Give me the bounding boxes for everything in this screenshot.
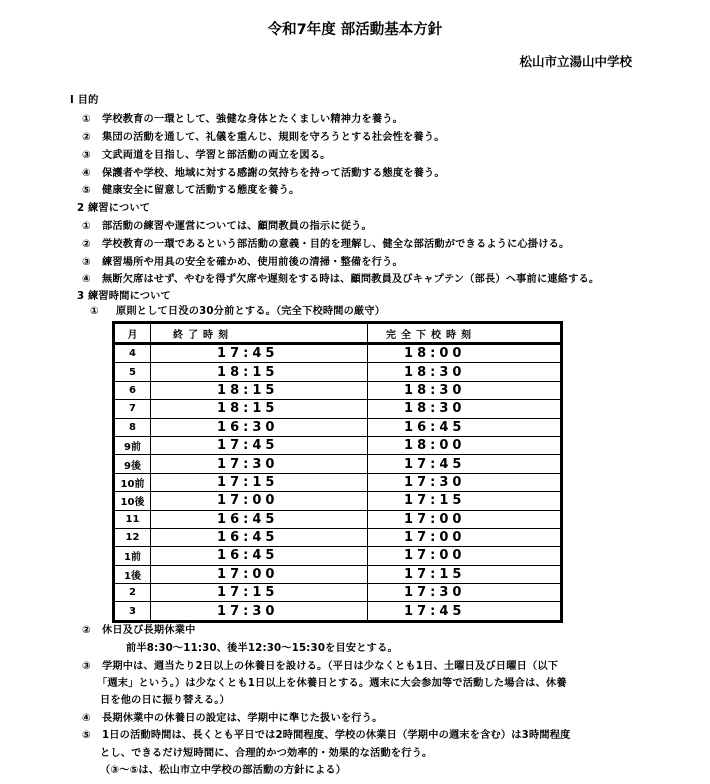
item-text: 部活動の練習や運営については、顧問教員の指示に従う。: [102, 221, 372, 232]
cell-end-time: 16:45: [151, 528, 368, 546]
cell-end-time: 16:30: [151, 418, 368, 436]
table-row: [114, 381, 562, 399]
item-text: 学校教育の一環であるという部活動の意義・目的を理解し、健全な部活動ができるように心掛ける。: [102, 239, 570, 250]
item-text: 集団の活動を通して、礼儀を重んじ、規則を守ろうとする社会性を養う。: [102, 132, 445, 143]
table-body: [114, 344, 562, 622]
s3-item-3-line-2: 「週末」という。）は少なくとも1日以上を休養日とする。週末に大会参加等で活動した場合は、休養: [97, 678, 567, 689]
table-row: [114, 547, 562, 565]
school-name: 松山市立湯山中学校: [519, 54, 632, 69]
table-row: [114, 565, 562, 583]
cell-dismissal-time: 17:15: [368, 565, 562, 583]
cell-month: 1前: [114, 547, 151, 565]
cell-month: 2: [114, 584, 151, 602]
item-text: 原則として日没の30分前とする。（完全下校時間の厳守）: [116, 306, 386, 317]
table-row: [114, 418, 562, 436]
cell-month: 9前: [114, 436, 151, 454]
cell-end-time: 17:15: [151, 584, 368, 602]
s3-item-4: [82, 712, 382, 726]
cell-dismissal-time: 18:00: [368, 436, 562, 454]
s1-item-1: [82, 113, 403, 127]
cell-month: 4: [114, 344, 151, 363]
col-header-month: 月: [114, 323, 151, 344]
cell-end-time: 18:15: [151, 400, 368, 418]
item-number: ③: [82, 661, 91, 672]
item-text: 1日の活動時間は、長くとも平日では2時間程度、学校の休業日（学期中の週末を含む）は3時間程度: [102, 730, 571, 741]
item-text: 無断欠席はせず、やむを得ず欠席や遅刻をする時は、顧問教員及びキャプテン（部長）へ事前に連絡する。: [102, 274, 600, 285]
cell-end-time: 18:15: [151, 381, 368, 399]
item-number: ③: [82, 257, 91, 268]
cell-dismissal-time: 17:45: [368, 602, 562, 621]
cell-dismissal-time: 16:45: [368, 418, 562, 436]
item-text: 練習場所や用具の安全を確かめ、使用前後の清掃・整備を行う。: [102, 257, 403, 268]
item-number: ①: [82, 221, 91, 232]
cell-dismissal-time: 18:00: [368, 344, 562, 363]
s1-item-4: [82, 167, 445, 181]
cell-month: 10前: [114, 473, 151, 491]
cell-month: 12: [114, 528, 151, 546]
item-text: 学校教育の一環として、強健な身体とたくましい精神力を養う。: [102, 114, 404, 125]
s1-item-2: [82, 131, 445, 145]
item-number: ②: [82, 132, 91, 143]
item-number: ④: [82, 168, 91, 179]
s2-item-1: [82, 220, 372, 234]
item-number: ②: [82, 239, 91, 250]
s2-item-4: [82, 273, 599, 287]
cell-month: 6: [114, 381, 151, 399]
cell-end-time: 17:00: [151, 492, 368, 510]
section-3-heading: 3 練習時間について: [77, 291, 171, 302]
item-number: ④: [82, 274, 91, 285]
s3-item-3-line-3: 日を他の日に振り替える。）: [100, 695, 230, 706]
item-text: 長期休業中の休養日の設定は、学期中に準じた扱いを行う。: [102, 713, 383, 724]
cell-dismissal-time: 17:15: [368, 492, 562, 510]
s3-item-5-line-2: とし、できるだけ短時間に、合理的かつ効率的・効果的な活動を行う。: [100, 748, 433, 759]
table-row: [114, 400, 562, 418]
cell-dismissal-time: 18:30: [368, 381, 562, 399]
s3-item-3: [82, 660, 558, 674]
cell-end-time: 17:30: [151, 602, 368, 621]
item-number: ②: [82, 625, 91, 636]
s3-item-2-sub: 前半8:30～11:30、後半12:30～15:30を目安とする。: [126, 643, 398, 654]
cell-month: 5: [114, 363, 151, 381]
table-row: [114, 363, 562, 381]
cell-dismissal-time: 18:30: [368, 400, 562, 418]
cell-end-time: 17:00: [151, 565, 368, 583]
table-row: [114, 455, 562, 473]
cell-dismissal-time: 17:30: [368, 584, 562, 602]
cell-month: 8: [114, 418, 151, 436]
table-row: [114, 492, 562, 510]
s3-item-1: [90, 305, 385, 319]
item-text: 学期中は、週当たり2日以上の休養日を設ける。（平日は少なくとも1日、土曜日及び日曜日（以下: [102, 661, 559, 672]
item-text: 健康安全に留意して活動する態度を養う。: [102, 185, 300, 196]
page-title: 令和7年度 部活動基本方針: [267, 22, 443, 38]
item-number: ①: [90, 306, 99, 317]
s1-item-3: [82, 149, 331, 163]
cell-month: 10後: [114, 492, 151, 510]
cell-month: 9後: [114, 455, 151, 473]
item-text: 文武両道を目指し、学習と部活動の両立を図る。: [102, 150, 331, 161]
cell-month: 7: [114, 400, 151, 418]
table-row: [114, 344, 562, 363]
item-number: ⑤: [82, 185, 91, 196]
col-header-end-time: 終了時刻: [151, 323, 368, 344]
cell-dismissal-time: 17:00: [368, 528, 562, 546]
s1-item-5: [82, 184, 299, 198]
cell-end-time: 16:45: [151, 510, 368, 528]
table-row: [114, 510, 562, 528]
item-text: 保護者や学校、地域に対する感謝の気持ちを持って活動する態度を養う。: [102, 168, 445, 179]
section-1-heading: Ⅰ 目的: [70, 95, 99, 106]
table-row: [114, 602, 562, 621]
cell-dismissal-time: 17:45: [368, 455, 562, 473]
cell-end-time: 17:15: [151, 473, 368, 491]
col-header-dismissal-time: 完全下校時刻: [368, 323, 562, 344]
item-number: ③: [82, 150, 91, 161]
cell-dismissal-time: 17:30: [368, 473, 562, 491]
practice-time-table: [112, 321, 563, 623]
item-number: ⑤: [82, 730, 91, 741]
table-row: [114, 528, 562, 546]
s3-item-2: [82, 624, 196, 638]
s2-item-3: [82, 256, 403, 270]
cell-end-time: 17:30: [151, 455, 368, 473]
section-2-heading: 2 練習について: [77, 203, 151, 214]
item-number: ①: [82, 114, 91, 125]
item-number: ④: [82, 713, 91, 724]
cell-dismissal-time: 18:30: [368, 363, 562, 381]
cell-end-time: 18:15: [151, 363, 368, 381]
cell-dismissal-time: 17:00: [368, 547, 562, 565]
cell-month: 3: [114, 602, 151, 621]
s3-item-5: [82, 729, 571, 743]
cell-dismissal-time: 17:00: [368, 510, 562, 528]
cell-month: 11: [114, 510, 151, 528]
cell-end-time: 17:45: [151, 344, 368, 363]
cell-month: 1後: [114, 565, 151, 583]
s3-note: （③～⑤は、松山市立中学校の部活動の方針による）: [100, 765, 347, 776]
cell-end-time: 16:45: [151, 547, 368, 565]
table-row: [114, 473, 562, 491]
s2-item-2: [82, 238, 569, 252]
cell-end-time: 17:45: [151, 436, 368, 454]
item-text: 休日及び長期休業中: [102, 625, 196, 636]
table-row: [114, 436, 562, 454]
table-header-row: [114, 323, 562, 344]
table-row: [114, 584, 562, 602]
